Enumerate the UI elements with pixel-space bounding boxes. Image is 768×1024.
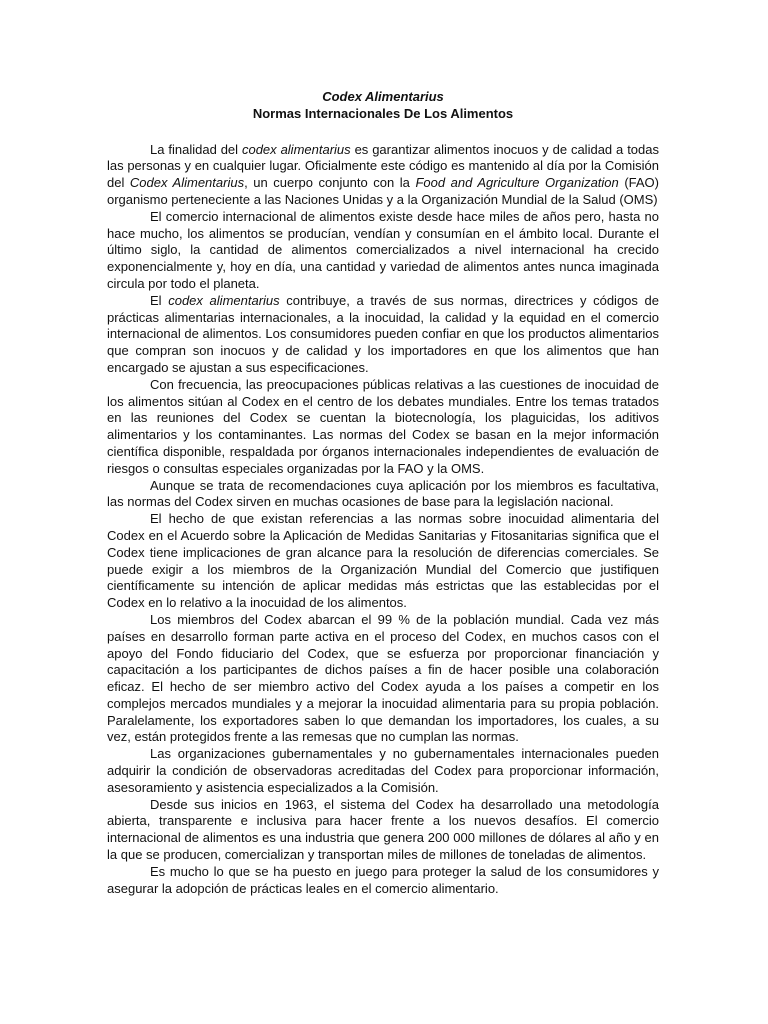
- text-run: contribuye, a través de sus normas, directrices y códigos de prácticas alimentarias internacionales, a la inocuidad, la calidad y la equidad en el comercio internacional de alimentos. Los consumidores pueden confiar en que los productos alimentarios que compran son inocuos y de calidad y los importadores en que los alimentos que han encargado se ajustan a sus especificaciones.: [107, 292, 660, 375]
- italic-text-run: Food and Agriculture Organization: [415, 175, 619, 191]
- italic-text-run: codex alimentarius: [168, 292, 280, 308]
- text-run: El: [150, 292, 169, 308]
- body-paragraph: [107, 511, 659, 612]
- text-run: es garantizar alimentos inocuos y de calidad a todas las personas y en cualquier lugar. Oficialmente este código es mantenido al día por la Comisión del: [107, 141, 659, 191]
- body-paragraph: [107, 612, 659, 746]
- body-paragraph: [107, 142, 659, 209]
- text-run: Los miembros del Codex abarcan el 99 % de la población mundial. Cada vez más países en desarrollo forman parte activa en el proceso del Codex, en muchos casos con el apoyo del Fondo fiduciario del Codex, que se esfuerza por proporcionar financiación y capacitación a los participantes de dichos países a fin de hacer posible una colaboración eficaz. El hecho de ser miembro activo del Codex ayuda a los países a competir en los complejos mercados mundiales y a mejorar la inocuidad alimentaria para su propia población. Paralelamente, los exportadores saben lo que demandan los importadores, los cuales, a su vez, están protegidos frente a las remesas que no cumplan las normas.: [107, 611, 659, 745]
- document-title-text: Codex Alimentarius: [322, 89, 444, 104]
- document-page: [107, 89, 659, 897]
- text-run: Con frecuencia, las preocupaciones públicas relativas a las cuestiones de inocuidad de los alimentos sitúan al Codex en el centro de los debates mundiales. Entre los temas tratados en las reuniones del Codex se cuentan la biotecnología, los plaguicidas, los aditivos alimentarios y los contaminantes. Las normas del Codex se basan en la mejor información científica disponible, respaldada por órganos internacionales independientes de evaluación de riesgos o consultas especiales organizadas por la FAO y la OMS.: [107, 376, 659, 476]
- text-run: Es mucho lo que se ha puesto en juego para proteger la salud de los consumidores y asegurar la adopción de prácticas leales en el comercio alimentario.: [107, 863, 659, 896]
- body-paragraph: [107, 478, 659, 512]
- italic-text-run: Codex Alimentarius: [129, 175, 245, 191]
- body-paragraph: [107, 293, 659, 377]
- document-title: [107, 89, 659, 106]
- body-paragraph: [107, 797, 659, 864]
- body-paragraph: [107, 209, 659, 293]
- body-paragraph: [107, 746, 659, 796]
- italic-text-run: codex alimentarius: [241, 141, 351, 157]
- body-paragraph: [107, 864, 659, 898]
- document-subtitle: Normas Internacionales De Los Alimentos: [252, 105, 514, 121]
- text-run: Desde sus inicios en 1963, el sistema del Codex ha desarrollado una metodología abierta, transparente e inclusiva para hacer frente a los nuevos desafíos. El comercio internacional de alimentos es una industria que genera 200 000 millones de dólares al año y en la que se producen, comercializan y transportan miles de millones de toneladas de alimentos.: [107, 796, 659, 863]
- text-run: (FAO) organismo perteneciente a las Naciones Unidas y a la Organización Mundial de la Salud (OMS): [107, 175, 659, 207]
- body-paragraph: [107, 377, 659, 478]
- text-run: La finalidad del: [150, 141, 242, 157]
- text-run: , un cuerpo conjunto con la: [244, 175, 416, 191]
- text-run: Aunque se trata de recomendaciones cuya aplicación por los miembros es facultativa, las normas del Codex sirven en muchas ocasiones de base para la legislación nacional.: [107, 477, 659, 510]
- document-body: [107, 142, 659, 898]
- text-run: El comercio internacional de alimentos existe desde hace miles de años pero, hasta no hace mucho, los alimentos se producían, vendían y consumían en el ámbito local. Durante el último siglo, la cantidad de alimentos comercializados a nivel internacional ha crecido exponencialmente y, hoy en día, una cantidad y variedad de alimentos antes nunca imaginada circula por todo el planeta.: [107, 208, 659, 291]
- text-run: Las organizaciones gubernamentales y no gubernamentales internacionales pueden adquirir la condición de observadoras acreditadas del Codex para proporcionar información, asesoramiento y asistencia especializados a la Comisión.: [107, 746, 659, 795]
- text-run: El hecho de que existan referencias a las normas sobre inocuidad alimentaria del Codex en el Acuerdo sobre la Aplicación de Medidas Sanitarias y Fitosanitarias significa que el Codex tiene implicaciones de gran alcance para la resolución de diferencias comerciales. Se puede exigir a los miembros de la Organización Mundial del Comercio que justifiquen científicamente su intención de aplicar medidas más estrictas que las establecidas por el Codex en lo relativo a la inocuidad de los alimentos.: [107, 511, 659, 611]
